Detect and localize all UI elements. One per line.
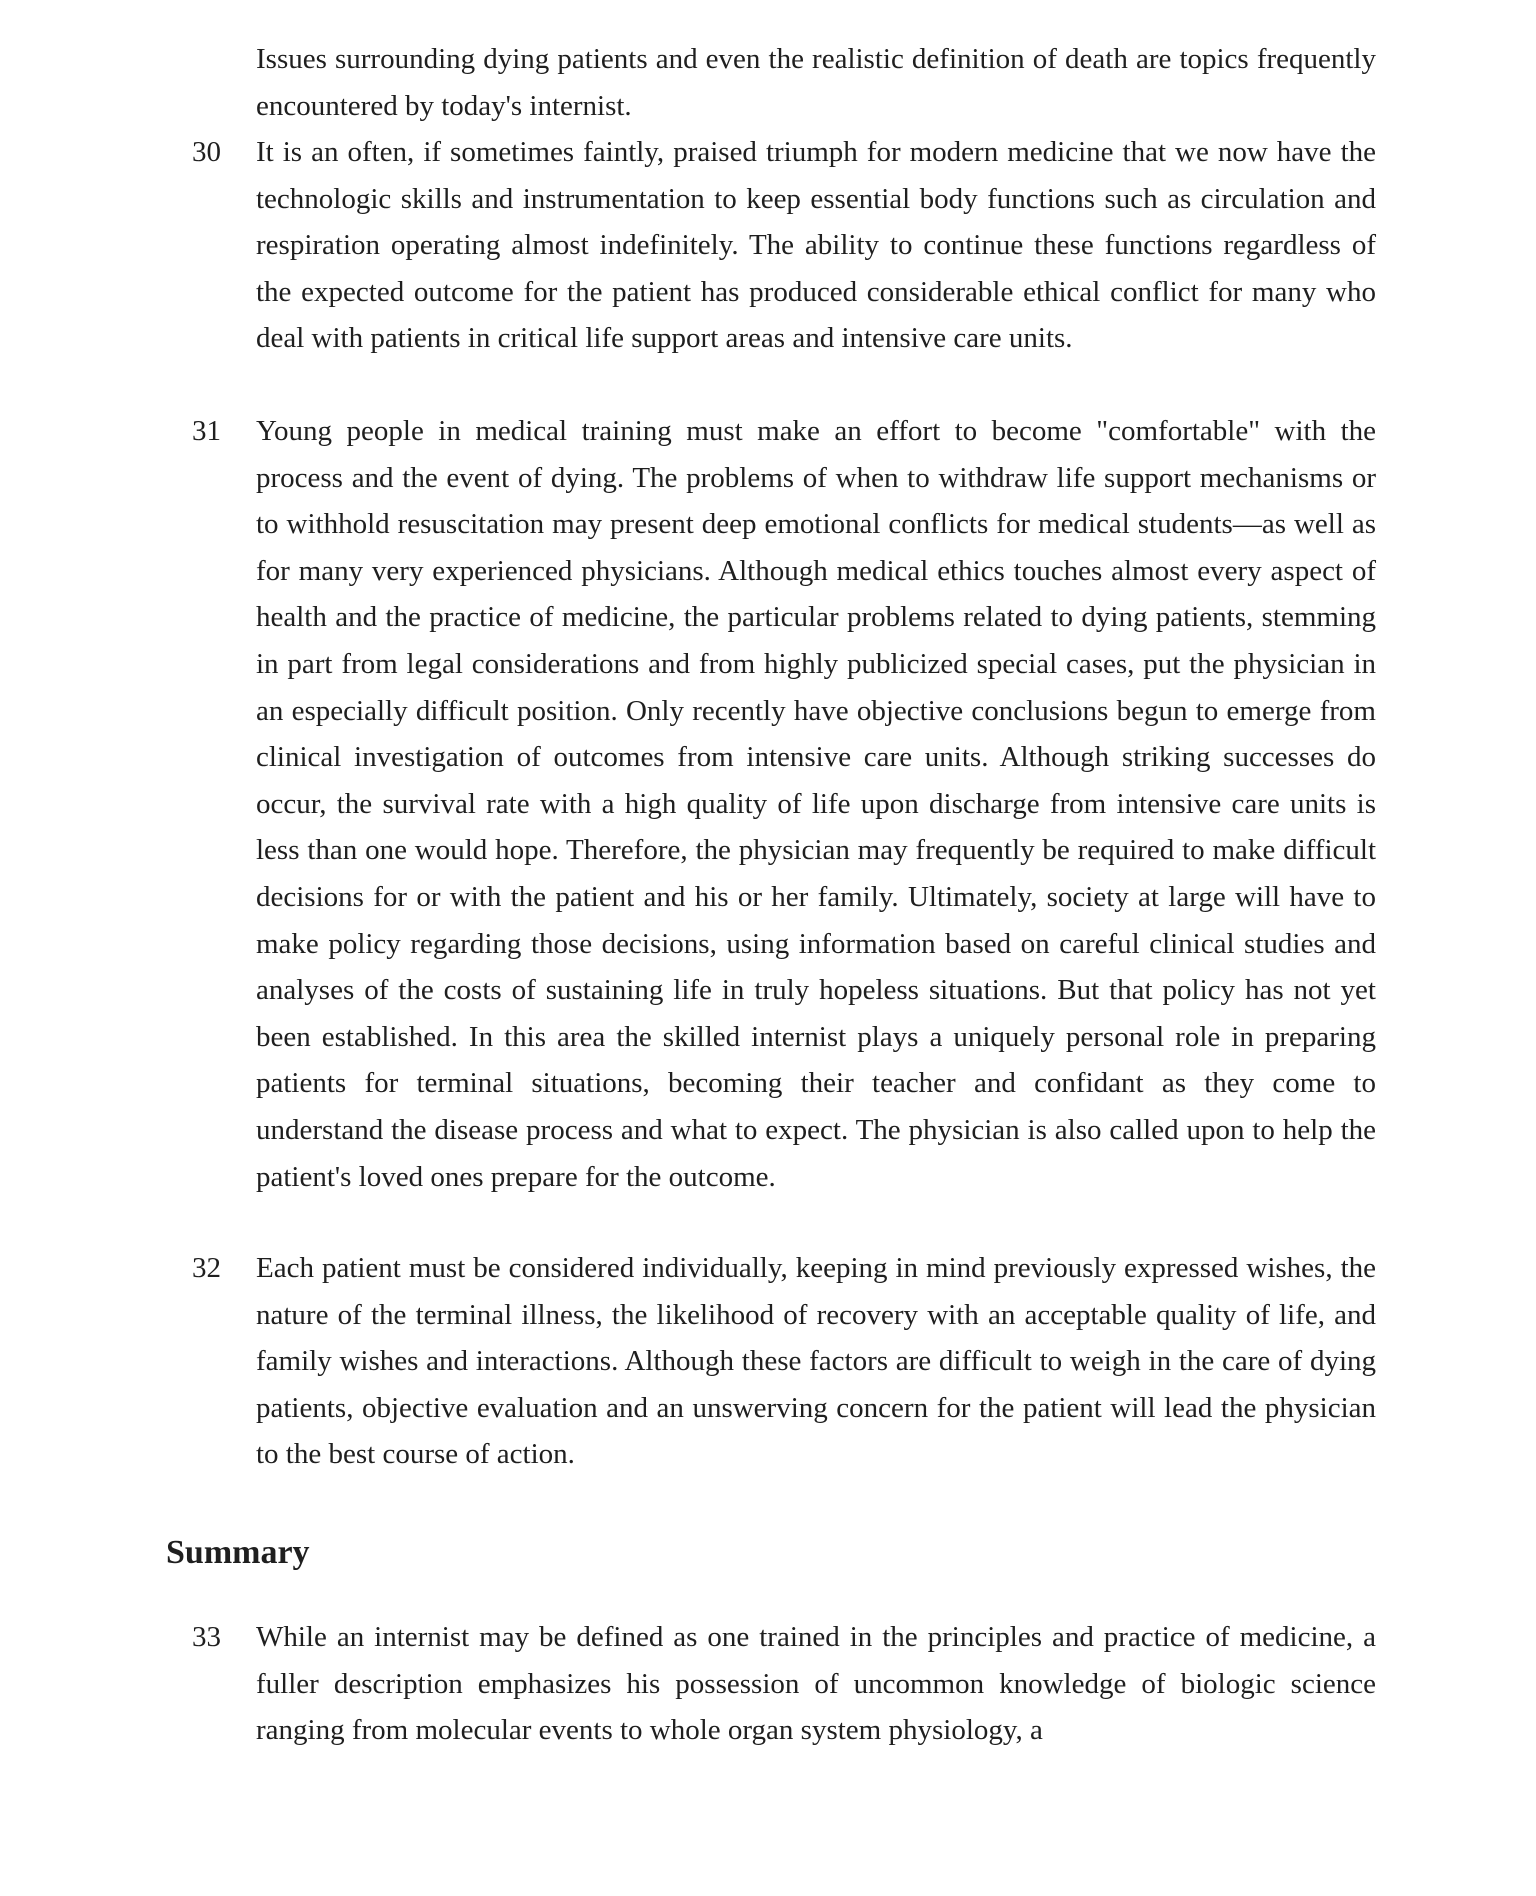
paragraph-number-33: 33	[192, 1621, 221, 1653]
section-heading-summary: Summary	[166, 1534, 310, 1571]
paragraph-32: Each patient must be considered individually, keeping in mind previously expressed wishes, the nature of the terminal illness, the likelihood of recovery with an acceptable quality of life, and family wishes and interactions. Although these factors are difficult to weigh in the care of dying patients, objective evaluation and an unswerving concern for the patient will lead the physician to the best course of action.	[256, 1252, 1376, 1471]
paragraph-continued: Issues surrounding dying patients and even the realistic definition of death are topics frequently encountered by today's internist.	[256, 43, 1376, 122]
paragraph-number-32: 32	[192, 1252, 221, 1284]
paragraph-number-30: 30	[192, 136, 221, 168]
paragraph-33: While an internist may be defined as one trained in the principles and practice of medicine, a fuller description emphasizes his possession of uncommon knowledge of biologic science ranging from molecular events to whole organ system physiology, a	[256, 1621, 1376, 1747]
paragraph-31: Young people in medical training must make an effort to become "comfortable" with the process and the event of dying. The problems of when to withdraw life support mechanisms or to withhold resuscitation may present deep emotional conflicts for medical students—as well as for many very experienced physicians. Although medical ethics touches almost every aspect of health and the practice of medicine, the particular problems related to dying patients, stemming in part from legal considerations and from highly publicized special cases, put the physician in an especially difficult position. Only recently have objective conclusions begun to emerge from clinical investigation of outcomes from intensive care units. Although striking successes do occur, the survival rate with a high quality of life upon discharge from intensive care units is less than one would hope. Therefore, the physician may frequently be required to make difficult decisions for or with the patient and his or her family. Ultimately, society at large will have to make policy regarding those decisions, using information based on careful clinical studies and analyses of the costs of sustaining life in truly hopeless situations. But that policy has not yet been established. In this area the skilled internist plays a uniquely personal role in preparing patients for terminal situations, becoming their teacher and confidant as they come to understand the disease process and what to expect. The physician is also called upon to help the patient's loved ones prepare for the outcome.	[256, 415, 1376, 1193]
paragraph-number-31: 31	[192, 415, 221, 447]
paragraph-30: It is an often, if sometimes faintly, praised triumph for modern medicine that we now have the technologic skills and instrumentation to keep essential body functions such as circulation and respiration operating almost indefinitely. The ability to continue these functions regardless of the expected outcome for the patient has produced considerable ethical conflict for many who deal with patients in critical life support areas and intensive care units.	[256, 136, 1376, 355]
